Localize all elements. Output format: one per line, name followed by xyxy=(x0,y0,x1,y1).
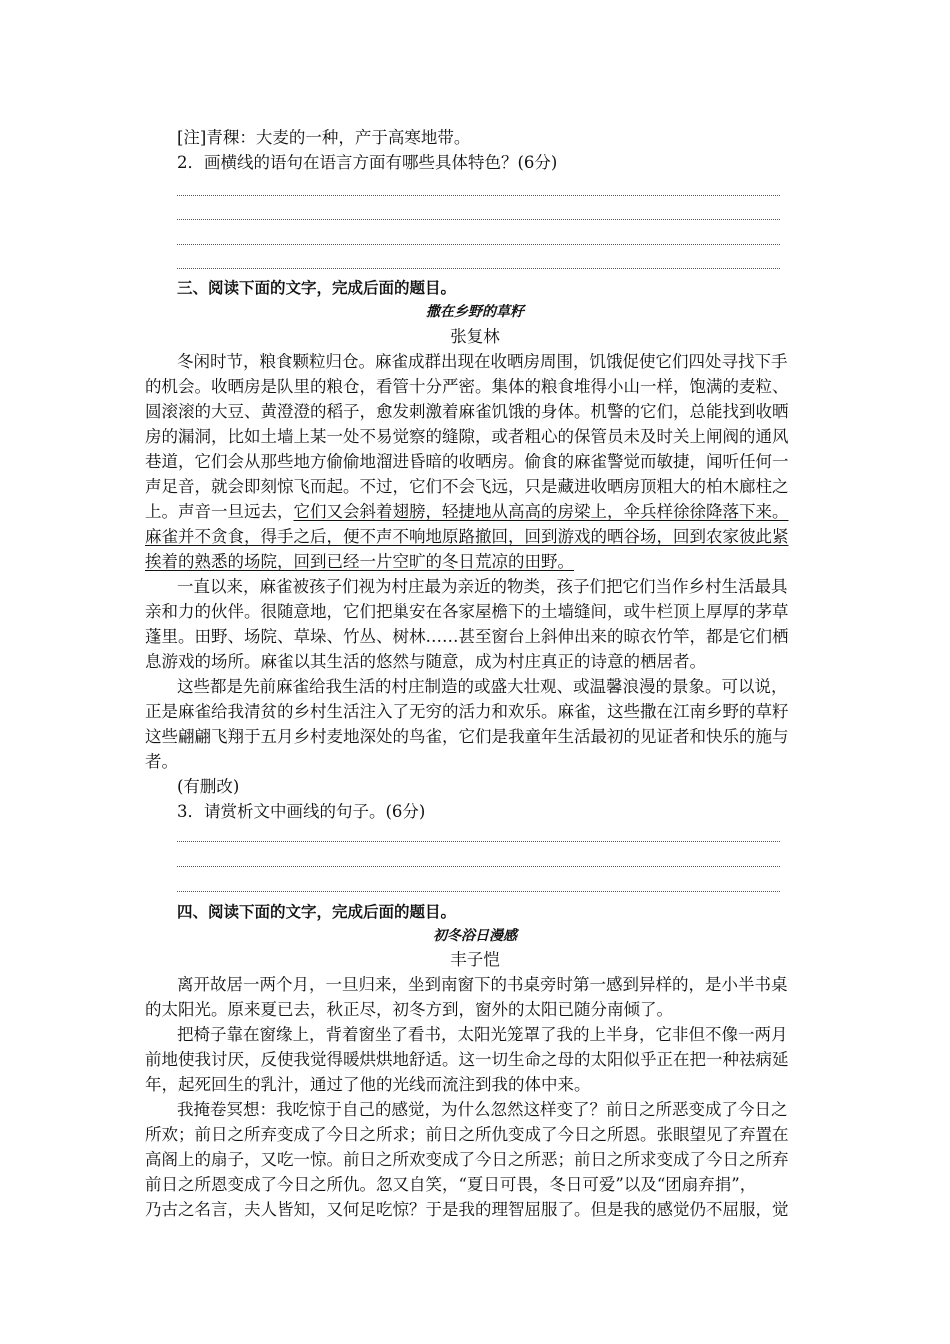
answer-line[interactable] xyxy=(177,195,780,196)
paragraph-line: 巷道，它们会从那些地方偷偷地溜进昏暗的收晒房。偷食的麻雀警觉而敏捷，闻听任何一 xyxy=(145,452,789,471)
underlined-sentence: 麻雀并不贪食，得手之后，便不声不响地原路撤回，回到游戏的晒谷场，回到农家彼此紧 xyxy=(145,527,789,546)
paragraph-line: 我掩卷冥想：我吃惊于自己的感觉，为什么忽然这样变了？前日之所恶变成了今日之 xyxy=(177,1100,788,1119)
paragraph-line: 乃古之名言，夫人皆知，又何足吃惊？于是我的理智屈服了。但是我的感觉仍不屈服，觉 xyxy=(145,1200,789,1219)
paragraph-line: 蓬里。田野、场院、草垛、竹丛、树林……甚至窗台上斜伸出来的晾衣竹竿，都是它们栖 xyxy=(145,627,789,646)
paragraph-line: 的太阳光。原来夏已去，秋正尽，初冬方到，窗外的太阳已随分南倾了。 xyxy=(145,1000,673,1019)
paragraph-line: 房的漏洞，比如土墙上某一处不易觉察的缝隙，或者粗心的保管员未及时关上闸阀的通风 xyxy=(145,427,789,446)
paragraph-line xyxy=(145,500,810,524)
answer-line[interactable] xyxy=(177,891,780,892)
question-2: 2．画横线的语句在语言方面有哪些具体特色？(6分) xyxy=(177,153,558,172)
note-text: [注]青稞：大麦的一种，产于高寒地带。 xyxy=(177,128,471,147)
paragraph-line: 亲和力的伙伴。很随意地，它们把巢安在各家屋檐下的土墙缝间，或牛栏顶上厚厚的茅草 xyxy=(145,602,789,621)
section-3-heading: 三、阅读下面的文字，完成后面的题目。 xyxy=(177,279,457,297)
paragraph-line: 息游戏的场所。麻雀以其生活的悠然与随意，成为村庄真正的诗意的栖居者。 xyxy=(145,652,706,671)
paragraph-line: 正是麻雀给我清贫的乡村生活注入了无穷的活力和欢乐。麻雀，这些撒在江南乡野的草籽 xyxy=(145,702,789,721)
plain-text: 上。声音一旦远去， xyxy=(145,502,294,521)
paragraph-line: 前日之所恩变成了今日之所仇。忽又自笑，“夏日可畏，冬日可爱”以及“团扇弃捐”， xyxy=(145,1175,757,1194)
paragraph-line: 前地使我讨厌，反使我觉得暖烘烘地舒适。这一切生命之母的太阳似乎正在把一种祛病延 xyxy=(145,1050,789,1069)
answer-line[interactable] xyxy=(177,268,780,269)
underlined-sentence: 它们又会斜着翅膀，轻捷地从高高的房梁上，伞兵样徐徐降落下来。 xyxy=(293,502,789,521)
paragraph-line: 一直以来，麻雀被孩子们视为村庄最为亲近的物类，孩子们把它们当作乡村生活最具 xyxy=(177,577,788,596)
answer-line[interactable] xyxy=(177,244,780,245)
essay-title: 撒在乡野的草籽 xyxy=(426,304,524,320)
answer-line[interactable] xyxy=(177,841,780,842)
paragraph-line: 圆滚滚的大豆、黄澄澄的稻子，愈发刺激着麻雀饥饿的身体。机警的它们，总能找到收晒 xyxy=(145,402,789,421)
paragraph-line: 的机会。收晒房是队里的粮仓，看管十分严密。集体的粮食堆得小山一样，饱满的麦粒、 xyxy=(145,377,789,396)
essay-author: 丰子恺 xyxy=(450,950,500,969)
paragraph-line: 把椅子靠在窗缘上，背着窗坐了看书，太阳光笼罩了我的上半身，它非但不像一两月 xyxy=(177,1025,788,1044)
question-3: 3．请赏析文中画线的句子。(6分) xyxy=(177,802,426,821)
answer-line[interactable] xyxy=(177,866,780,867)
paragraph-line xyxy=(145,550,810,574)
paragraph-line: 高阁上的扇子，又吃一惊。前日之所欢变成了今日之所恶；前日之所求变成了今日之所弃 xyxy=(145,1150,789,1169)
paragraph-line: 声足音，就会即刻惊飞而起。不过，它们不会飞远，只是藏进收晒房顶粗大的柏木廊柱之 xyxy=(145,477,789,496)
section-4-heading: 四、阅读下面的文字，完成后面的题目。 xyxy=(177,903,457,921)
paragraph-line: 这些都是先前麻雀给我生活的村庄制造的或盛大壮观、或温馨浪漫的景象。可以说， xyxy=(177,677,788,696)
answer-line[interactable] xyxy=(177,219,780,220)
paragraph-line: 冬闲时节，粮食颗粒归仓。麻雀成群出现在收晒房周围，饥饿促使它们四处寻找下手 xyxy=(177,352,788,371)
paragraph-line: 者。 xyxy=(145,752,178,771)
source-note: (有删改) xyxy=(177,777,240,796)
paragraph-line: 年，起死回生的乳汁，通过了他的光线而流注到我的体中来。 xyxy=(145,1075,591,1094)
paragraph-line: 这些翩翩飞翔于五月乡村麦地深处的鸟雀，它们是我童年生活最初的见证者和快乐的施与 xyxy=(145,727,789,746)
essay-title: 初冬浴日漫感 xyxy=(433,928,517,944)
underlined-sentence: 挨着的熟悉的场院，回到已经一片空旷的冬日荒凉的田野。 xyxy=(145,552,574,571)
paragraph-line: 离开故居一两个月，一旦归来，坐到南窗下的书桌旁时第一感到异样的，是小半书桌 xyxy=(177,975,788,994)
paragraph-line: 所欢；前日之所弃变成了今日之所求；前日之所仇变成了今日之所恩。张眼望见了弃置在 xyxy=(145,1125,789,1144)
essay-author: 张复林 xyxy=(450,327,500,346)
